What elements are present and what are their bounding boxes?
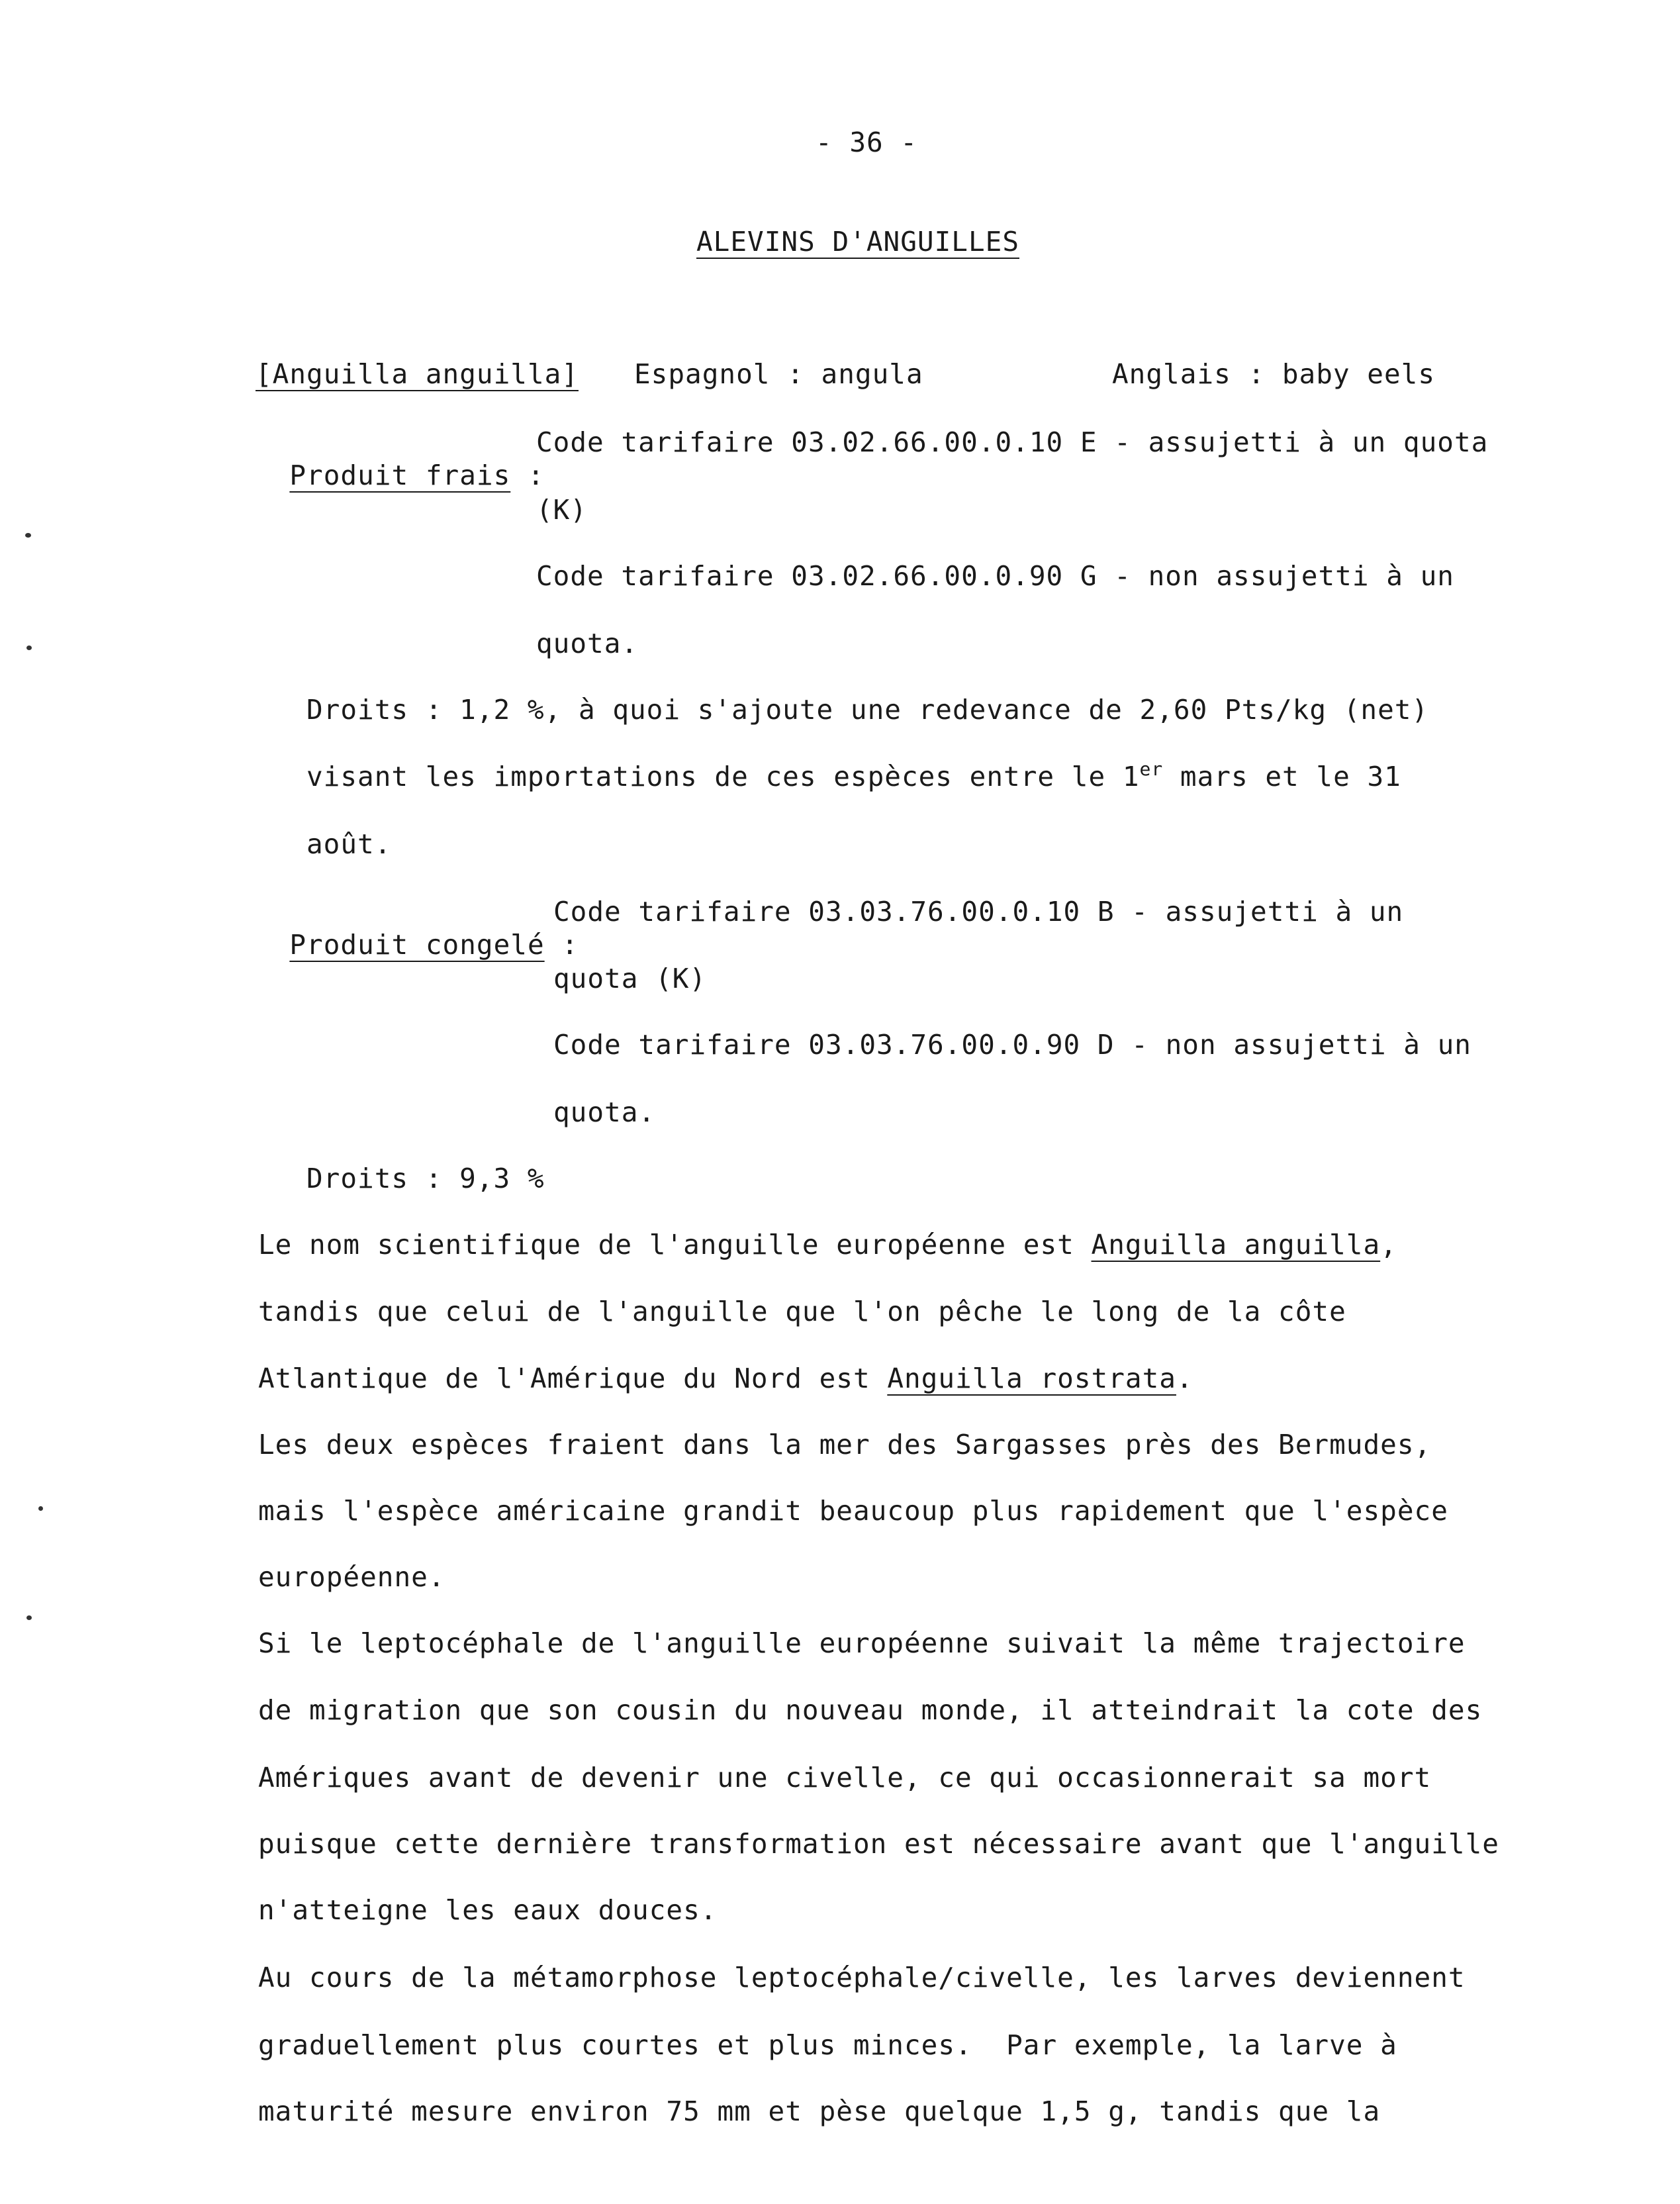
body-p2-line1: Les deux espèces fraient dans la mer des Sargasses près des Bermudes, (258, 1429, 1432, 1461)
body-p1-line1 (258, 1228, 1397, 1261)
fresh-duties-sup: er (1139, 758, 1164, 780)
body-p1-line1-b: , (1380, 1229, 1397, 1261)
frozen-code1-line2: quota (K) (553, 963, 707, 994)
frozen-code2-line1: Code tarifaire 03.03.76.00.0.90 D - non assujetti à un (553, 1029, 1471, 1061)
scan-speck (25, 533, 31, 538)
body-p2-line3: européenne. (258, 1561, 445, 1593)
fresh-duties-line3: août. (306, 828, 392, 860)
frozen-code1-line1: Code tarifaire 03.03.76.00.0.10 B - assujetti à un (553, 896, 1404, 928)
fresh-code2-line2: quota. (536, 628, 639, 659)
frozen-code2-line2: quota. (553, 1096, 656, 1128)
body-p4-line1: Au cours de la métamorphose leptocéphale/civelle, les larves deviennent (258, 1962, 1466, 1993)
fresh-code2-line1: Code tarifaire 03.02.66.00.0.90 G - non assujetti à un (536, 560, 1454, 592)
fresh-label-sep: : (510, 459, 545, 491)
scan-speck (26, 1615, 32, 1620)
body-p2-line2: mais l'espèce américaine grandit beaucoup plus rapidement que l'espèce (258, 1495, 1448, 1527)
fresh-duties-line2-b: mars et le 31 (1163, 761, 1401, 792)
fresh-heading (256, 426, 545, 492)
body-p1-line3 (258, 1362, 1193, 1395)
body-p1-line3-a: Atlantique de l'Amérique du Nord est (258, 1363, 888, 1394)
species-name-american: Anguilla rostrata (887, 1363, 1176, 1394)
page-number: - 36 - (816, 126, 918, 158)
fresh-code1-line2: (K) (536, 494, 588, 526)
body-p4-line3: maturité mesure environ 75 mm et pèse quelque 1,5 g, tandis que la (258, 2095, 1381, 2127)
species-english: Anglais : baby eels (1112, 358, 1435, 390)
body-p3-line2: de migration que son cousin du nouveau monde, il atteindrait la cote des (258, 1694, 1483, 1726)
frozen-duties: Droits : 9,3 % (306, 1163, 545, 1194)
species-spanish: Espagnol : angula (634, 358, 923, 390)
scan-speck (38, 1506, 43, 1511)
body-p1-line1-a: Le nom scientifique de l'anguille européenne est (258, 1229, 1092, 1261)
body-p3-line3: Amériques avant de devenir une civelle, ce qui occasionnerait sa mort (258, 1762, 1432, 1794)
fresh-duties-line2-a: visant les importations de ces espèces entre le 1 (306, 761, 1140, 792)
frozen-label-sep: : (544, 929, 579, 961)
fresh-code1-line1: Code tarifaire 03.02.66.00.0.10 E - assujetti à un quota (536, 426, 1489, 458)
frozen-label: Produit congelé (289, 929, 545, 961)
frozen-heading (256, 895, 579, 961)
species-name-european: Anguilla anguilla (1091, 1229, 1381, 1261)
body-p3-line5: n'atteigne les eaux douces. (258, 1894, 718, 1926)
body-p3-line4: puisque cette dernière transformation est nécessaire avant que l'anguille (258, 1828, 1499, 1860)
fresh-duties-line2 (306, 760, 1401, 793)
body-p1-line2: tandis que celui de l'anguille que l'on pêche le long de la côte (258, 1296, 1346, 1327)
body-p3-line1: Si le leptocéphale de l'anguille européenne suivait la même trajectoire (258, 1627, 1466, 1659)
body-p4-line2: graduellement plus courtes et plus minces. Par exemple, la larve à (258, 2029, 1397, 2061)
fresh-duties-line1: Droits : 1,2 %, à quoi s'ajoute une redevance de 2,60 Pts/kg (net) (306, 694, 1429, 726)
fresh-label: Produit frais (289, 459, 511, 491)
species-latin: [Anguilla anguilla] (256, 358, 579, 390)
scan-speck (26, 646, 32, 650)
body-p1-line3-b: . (1176, 1363, 1193, 1394)
page-title: ALEVINS D'ANGUILLES (696, 226, 1019, 258)
